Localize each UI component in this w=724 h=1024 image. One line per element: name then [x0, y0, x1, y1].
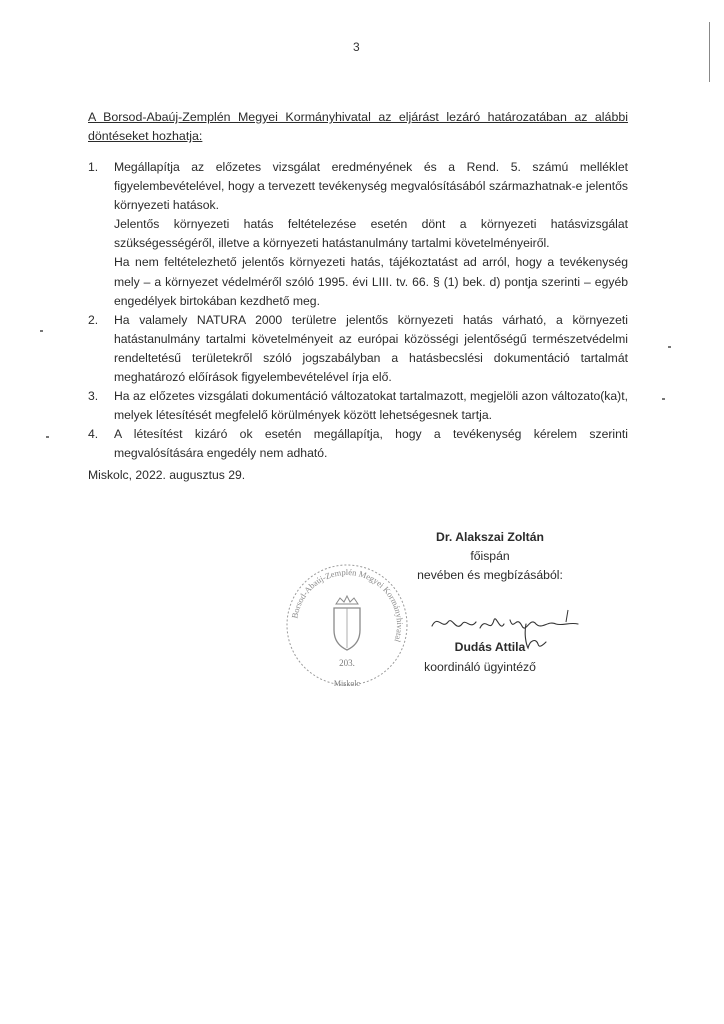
signatory-name: Dr. Alakszai Zoltán: [436, 530, 544, 544]
page-number: 3: [353, 40, 360, 54]
list-item-number: 1.: [88, 160, 99, 174]
list-item-paragraph: Ha nem feltételezhető jelentős környezeti hatás, tájékoztatást ad arról, hogy a tevékenység mely – a környezet védelméről szóló 1995. évi LIII. tv. 66. § (1) bek. d) pontja szerinti – egyéb engedélyek birtokában kezdhető meg.: [114, 255, 628, 308]
place-and-date: Miskolc, 2022. augusztus 29.: [88, 468, 246, 482]
signature-block: [390, 528, 590, 585]
decision-list: [88, 158, 628, 464]
list-item: [88, 158, 628, 311]
list-item-paragraph: Ha az előzetes vizsgálati dokumentáció változatokat tartalmazott, megjelöli azon változato(ka)t, melyek létesítését megfelelő körülmények között lehetségesnek tartja.: [114, 389, 628, 423]
signer-name: Dudás Attila: [454, 640, 526, 654]
scan-speck: [46, 436, 49, 438]
list-item-paragraph: Megállapítja az előzetes vizsgálat eredményének és a Rend. 5. számú melléklet figyelembevételével, hogy a tervezett tevékenység megvalósításából származhatnak-e jelentős környezeti hatások.: [114, 160, 628, 213]
intro-text: A Borsod-Abaúj-Zemplén Megyei Kormányhivatal az eljárást lezáró határozatában az alábbi döntéseket hozhatja:: [88, 110, 628, 143]
on-behalf-text: nevében és megbízásából:: [417, 568, 563, 582]
scan-edge-line: [709, 22, 710, 82]
scan-speck: [662, 398, 665, 400]
scan-speck: [668, 346, 671, 348]
list-item-paragraph: A létesítést kizáró ok esetén megállapítja, hogy a tevékenység kérelem szerinti megvalósítására engedély nem adható.: [114, 427, 628, 461]
list-item: [88, 425, 628, 463]
list-item-paragraph: Ha valamely NATURA 2000 területre jelentős környezeti hatás várható, a környezeti hatástanulmány tartalmi követelményeit az európai közösségi jelentőségű természetvédelmi rendeltetésű területekről szóló jogszabályban a hatásbecslési dokumentáció tartalmát meghatározó előírások figyelembevételével írja elő.: [114, 312, 628, 385]
signer-role: koordináló ügyintéző: [424, 660, 536, 674]
signatory-title: főispán: [470, 549, 510, 563]
official-stamp: [282, 560, 412, 690]
list-item-number: 3.: [88, 389, 99, 404]
list-item-number: 4.: [88, 427, 99, 442]
list-item: [88, 311, 628, 387]
scan-speck: [40, 330, 43, 332]
list-item: [88, 387, 628, 425]
crown-icon: [336, 596, 358, 604]
stamp-city: Miskolc: [333, 679, 361, 688]
list-item-paragraph: Jelentős környezeti hatás feltételezése esetén dönt a környezeti hatásvizsgálat szükségességéről, illetve a környezeti hatástanulmány tartalmi követelményeiről.: [114, 217, 628, 251]
stamp-ring-text: Borsod-Abaúj-Zemplén Megyei Kormányhivatal: [289, 566, 406, 644]
list-item-number: 2.: [88, 312, 99, 327]
handwritten-signature: [430, 608, 580, 640]
stamp-number: 203.: [339, 658, 355, 668]
